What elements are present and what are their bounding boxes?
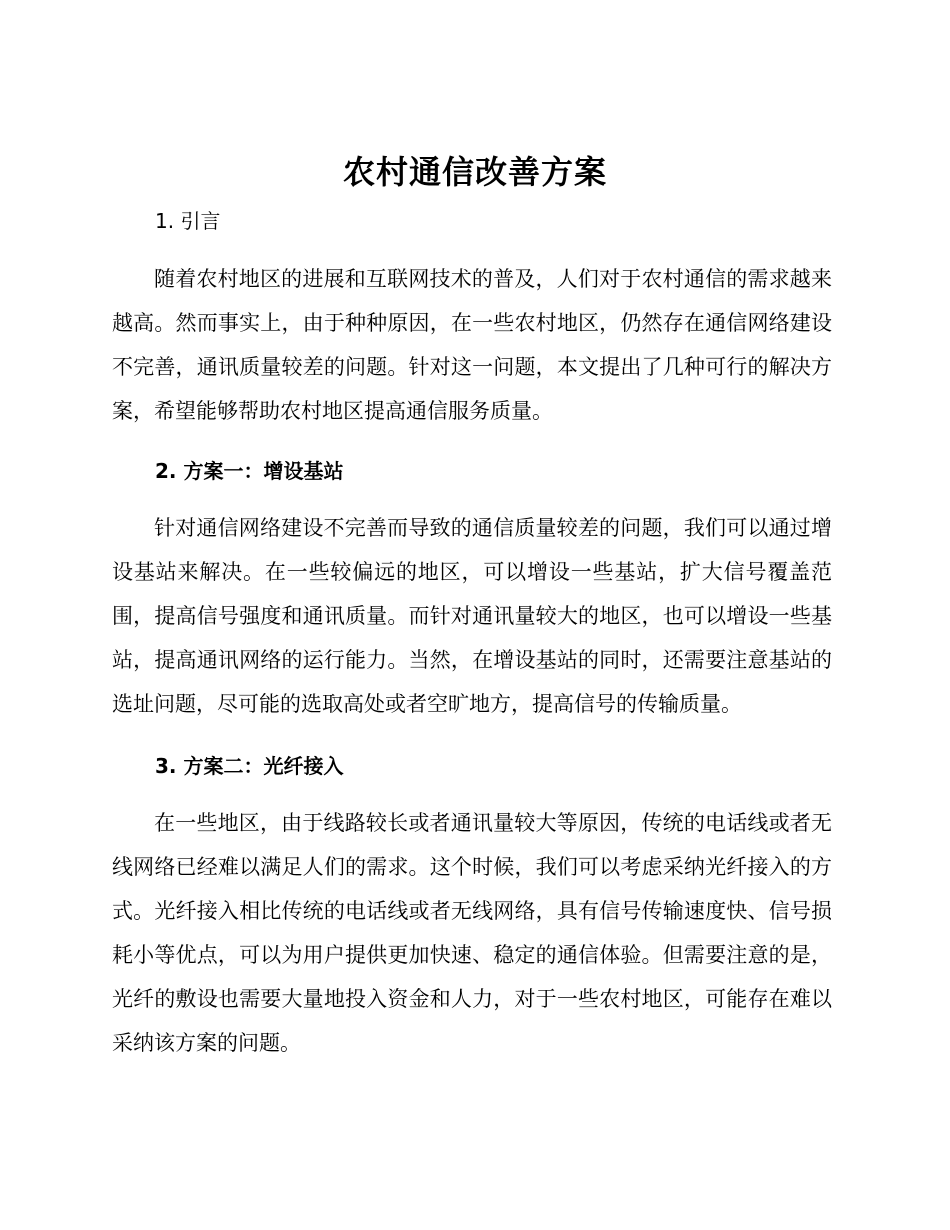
section-heading-introduction: 1. 引言 — [155, 209, 221, 233]
section-body-plan-two: 在一些地区，由于线路较长或者通讯量较大等原因，传统的电话线或者无线网络已经难以满足人们的需求。这个时候，我们可以考虑采纳光纤接入的方式。光纤接入相比传统的电话线或者无线网络，具有信号传输速度快、信号损耗小等优点，可以为用户提供更加快速、稳定的通信体验。但需要注意的是，光纤的敷设也需要大量地投入资金和人力，对于一些农村地区，可能存在难以采纳该方案的问题。 — [112, 811, 832, 1055]
section-heading-plan-one: 2. 方案一：增设基站 — [155, 459, 344, 483]
section-heading-plan-two: 3. 方案二：光纤接入 — [155, 754, 344, 778]
document-title: 农村通信改善方案 — [342, 153, 607, 191]
section-body-introduction: 随着农村地区的进展和互联网技术的普及，人们对于农村通信的需求越来越高。然而事实上，由于种种原因，在一些农村地区，仍然存在通信网络建设不完善，通讯质量较差的问题。针对这一问题，本文提出了几种可行的解决方案，希望能够帮助农村地区提高通信服务质量。 — [112, 267, 832, 423]
section-body-plan-one: 针对通信网络建设不完善而导致的通信质量较差的问题，我们可以通过增设基站来解决。在一些较偏远的地区，可以增设一些基站，扩大信号覆盖范围，提高信号强度和通讯质量。而针对通讯量较大的地区，也可以增设一些基站，提高通讯网络的运行能力。当然，在增设基站的同时，还需要注意基站的选址问题，尽可能的选取高处或者空旷地方，提高信号的传输质量。 — [112, 516, 832, 716]
